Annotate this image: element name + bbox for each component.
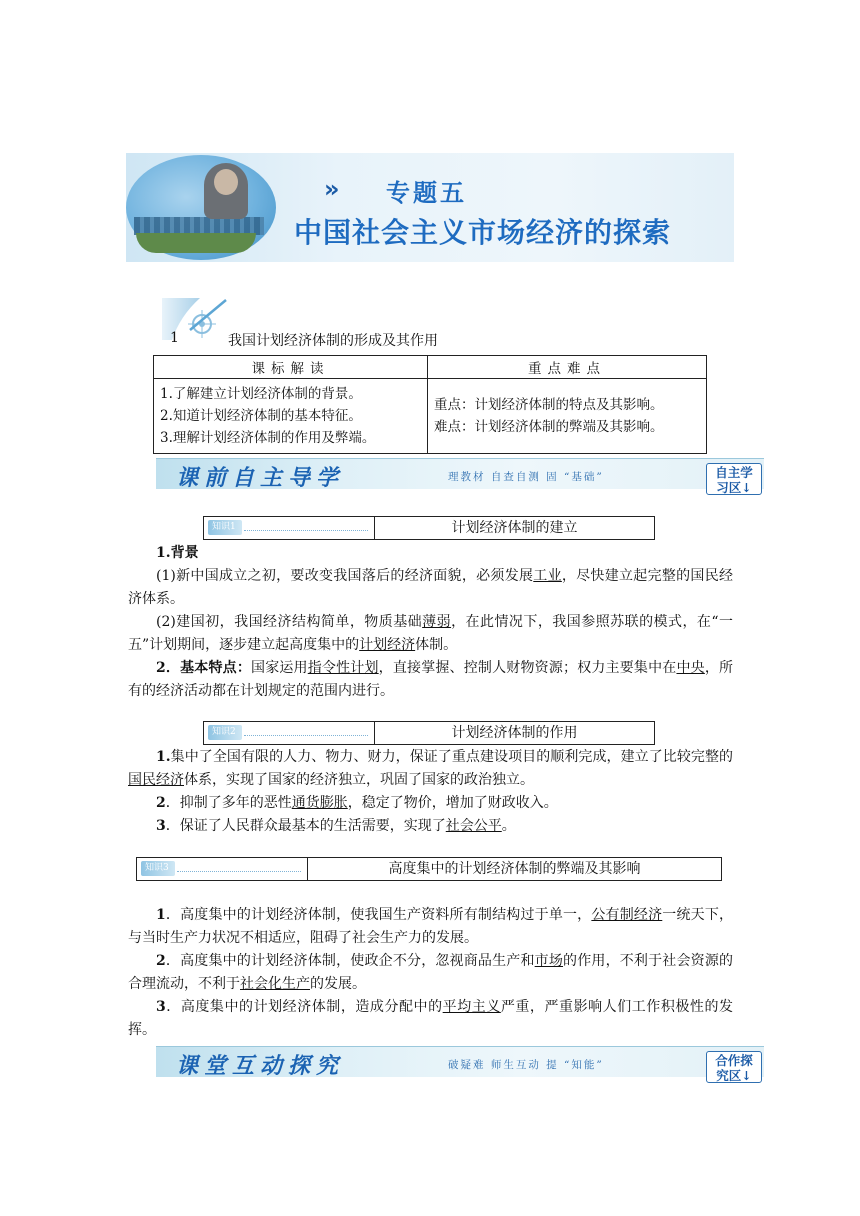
knowledge-tag-area	[204, 722, 375, 744]
knowledge-title: 计划经济体制的作用	[451, 725, 578, 741]
knowledge-tag-area	[204, 517, 375, 539]
double-chevron-icon: »	[324, 175, 336, 203]
badge-line: 习区↓	[716, 480, 752, 495]
section-bar-preview	[156, 458, 764, 495]
knowledge-tag-area	[137, 858, 308, 880]
paragraph: 1．高度集中的计划经济体制，使我国生产资料所有制结构过于单一，公有制经济一统天下，与当时生产力状况不相适应，阻碍了社会生产力的发展。	[128, 907, 734, 946]
paragraph: (1)新中国成立之初，要改变我国落后的经济面貌，必须发展工业，尽快建立起完整的国民经济体系。	[128, 568, 734, 607]
cooperative-area-button[interactable]	[706, 1051, 762, 1083]
header-standards: 课标解读	[154, 356, 428, 379]
standards-table	[153, 355, 707, 454]
paragraph: (2)建国初，我国经济结构简单，物质基础薄弱，在此情况下，我国参照苏联的模式，在“一五”计划期间，逐步建立起高度集中的计划经济体制。	[128, 614, 734, 653]
chapter-banner	[126, 153, 734, 262]
section-title: 课堂互动探究	[176, 1053, 345, 1079]
knowledge-tag: 知识2	[208, 725, 242, 740]
subheading-background: 1.背景	[156, 545, 199, 561]
badge-line: 合作探	[715, 1053, 753, 1068]
paragraph: 2．高度集中的计划经济体制，使政企不分，忽视商品生产和市场的作用，不利于社会资源的合理流动，不利于社会化生产的发展。	[128, 953, 734, 992]
chapter-title: 中国社会主义市场经济的探索	[294, 216, 672, 249]
knowledge-box-1	[203, 516, 655, 540]
key-point-item: 重点：计划经济体制的特点及其影响。	[434, 397, 664, 413]
section-bar-classroom	[156, 1046, 764, 1083]
knowledge-title: 高度集中的计划经济体制的弊端及其影响	[388, 861, 641, 877]
knowledge-tag: 知识3	[141, 861, 175, 876]
standard-item: 2.知道计划经济体制的基本特征。	[160, 408, 362, 424]
paragraph: 1.集中了全国有限的人力、物力、财力，保证了重点建设项目的顺利完成，建立了比较完整的国民经济体系，实现了国家的经济独立，巩固了国家的政治独立。	[128, 749, 733, 788]
paragraph: 2．基本特点：国家运用指令性计划，直接掌握、控制人财物资源；权力主要集中在中央，所有的经济活动都在计划规定的范围内进行。	[128, 660, 734, 699]
badge-line: 究区↓	[716, 1068, 752, 1083]
key-points-cell	[428, 379, 707, 454]
paragraph: 2．抑制了多年的恶性通货膨胀，稳定了物价，增加了财政收入。	[156, 795, 558, 811]
section-subtitle: 破疑难 师生互动 提 “知能”	[448, 1059, 604, 1071]
self-study-area-button[interactable]	[706, 463, 762, 495]
banner-photo	[126, 155, 276, 260]
chapter-number: 专题五	[386, 179, 467, 207]
knowledge-title: 计划经济体制的建立	[451, 520, 578, 536]
paragraph: 3．保证了人民群众最基本的生活需要，实现了社会公平。	[156, 818, 516, 834]
lesson-number: 1	[170, 330, 179, 346]
standards-cell	[154, 379, 428, 454]
lesson-title: 我国计划经济体制的形成及其作用	[228, 333, 438, 349]
knowledge-box-3	[136, 857, 722, 881]
section-subtitle: 理教材 自查自测 固 “基础”	[448, 471, 604, 483]
standard-item: 3.理解计划经济体制的作用及弊端。	[160, 430, 376, 446]
knowledge-box-2	[203, 721, 655, 745]
paragraph: 3．高度集中的计划经济体制，造成分配中的平均主义严重，严重影响人们工作积极性的发挥。	[128, 999, 734, 1038]
standard-item: 1.了解建立计划经济体制的背景。	[160, 386, 362, 402]
difficult-point-item: 难点：计划经济体制的弊端及其影响。	[434, 419, 664, 435]
section-title: 课前自主导学	[176, 465, 345, 491]
knowledge-tag: 知识1	[208, 520, 242, 535]
badge-line: 自主学	[715, 465, 753, 480]
header-key-points: 重点难点	[428, 356, 707, 379]
